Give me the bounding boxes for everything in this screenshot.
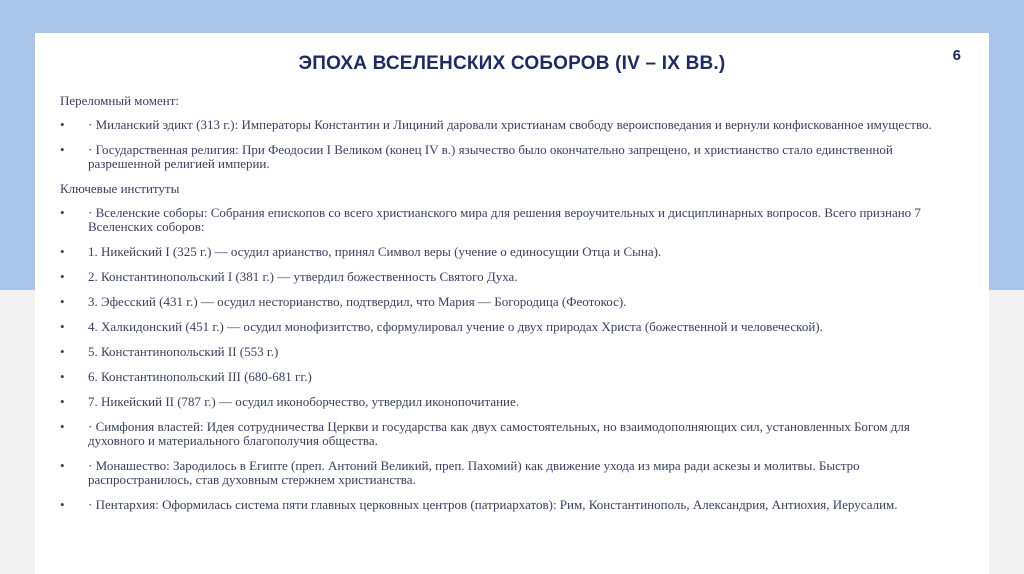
list-item	[60, 459, 960, 487]
bullet: •	[60, 394, 65, 409]
page-number: 6	[952, 47, 961, 64]
list-item	[60, 118, 960, 132]
bullet: •	[60, 117, 65, 132]
list-item-text: · Пентархия: Оформилась система пяти главных церковных центров (патриархатов): Рим, Константинополь, Александрия, Антиохия, Иерусалим.	[88, 497, 898, 512]
bullet: •	[60, 419, 65, 434]
list-item	[60, 370, 960, 384]
section-heading-institutions: Ключевые институты	[60, 181, 180, 196]
list-item-text: 3. Эфесский (431 г.) — осудил несторианство, подтвердил, что Мария — Богородица (Феотокос).	[88, 294, 627, 309]
list-item-text: · Монашество: Зародилось в Египте (преп. Антоний Великий, преп. Пахомий) как движение ухода из мира ради аскезы и молитвы. Быстро распространилось, став духовным стержнем христианства.	[88, 458, 860, 487]
list-item-text: 6. Константинопольский III (680-681 гг.)	[88, 369, 312, 384]
list-item	[60, 143, 960, 171]
list-item-text: 2. Константинопольский I (381 г.) — утвердил божественность Святого Духа.	[88, 269, 518, 284]
slide	[35, 33, 989, 574]
list-item	[60, 320, 960, 334]
list-item-text: 5. Константинопольский II (553 г.)	[88, 344, 279, 359]
list-item	[60, 498, 960, 512]
list-item	[60, 345, 960, 359]
bullet: •	[60, 244, 65, 259]
list-item-text: · Миланский эдикт (313 г.): Императоры Константин и Лициний даровали христианам свободу вероисповедания и вернули конфискованное имущество.	[88, 117, 932, 132]
list-item-text: 1. Никейский I (325 г.) — осудил арианство, принял Символ веры (учение о единосущии Отца и Сына).	[88, 244, 662, 259]
bullet: •	[60, 205, 65, 220]
list-item-text: 7. Никейский II (787 г.) — осудил иконоборчество, утвердил иконопочитание.	[88, 394, 520, 409]
list-item	[60, 206, 960, 234]
list-item	[60, 270, 960, 284]
bullet: •	[60, 294, 65, 309]
slide-content	[60, 94, 960, 523]
slide-title: ЭПОХА ВСЕЛЕНСКИХ СОБОРОВ (IV – IX ВВ.)	[298, 53, 726, 74]
bullet: •	[60, 458, 65, 473]
bullet: •	[60, 269, 65, 284]
list-item	[60, 295, 960, 309]
list-item-text: · Вселенские соборы: Собрания епископов со всего христианского мира для решения вероучительных и дисциплинарных вопросов. Всего признано 7 Вселенских соборов:	[88, 205, 921, 234]
list-item-text: · Симфония властей: Идея сотрудничества Церкви и государства как двух самостоятельных, но взаимодополняющих сил, установленных Богом для духовного и материального благополучия общества.	[88, 419, 910, 448]
list-item	[60, 420, 960, 448]
bullet: •	[60, 319, 65, 334]
bullet: •	[60, 369, 65, 384]
bullet: •	[60, 497, 65, 512]
list-item	[60, 245, 960, 259]
bullet: •	[60, 344, 65, 359]
list-item-text: 4. Халкидонский (451 г.) — осудил монофизитство, сформулировал учение о двух природах Христа (божественной и человеческой).	[88, 319, 823, 334]
list-item	[60, 395, 960, 409]
list-item-text: · Государственная религия: При Феодосии I Великом (конец IV в.) язычество было окончательно запрещено, и христианство стало единственной разрешенной религией империи.	[88, 142, 893, 171]
bullet: •	[60, 142, 65, 157]
section-heading-turning-point: Переломный момент:	[60, 93, 180, 108]
